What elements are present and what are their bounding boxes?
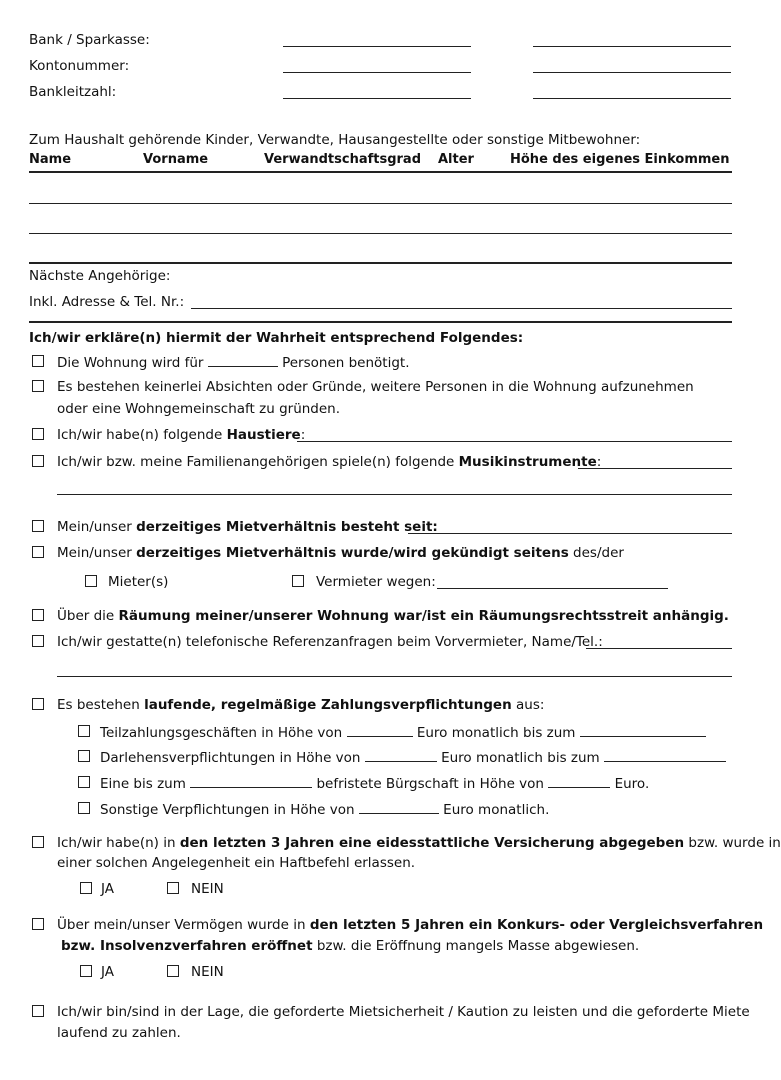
guarantee-post: Euro.: [614, 776, 650, 792]
bank-label: Bank / Sparkasse:: [29, 32, 150, 48]
tenancy-since-field[interactable]: [408, 533, 732, 534]
section-divider-2: [29, 321, 732, 323]
guarantee-text: [100, 775, 649, 792]
termination-bold: derzeitiges Mietverhältnis wurde/wird gekündigt seitens: [136, 545, 569, 561]
pets-pre: Ich/wir habe(n) folgende: [57, 427, 223, 443]
termination-checkbox[interactable]: [32, 546, 44, 558]
column-header-relation: Verwandtschaftsgrad: [264, 152, 422, 167]
deposit-line2: laufend zu zahlen.: [57, 1025, 181, 1041]
affidavit-line1: [57, 835, 781, 851]
column-header-income: Höhe des eigenes Einkommen: [510, 152, 730, 167]
tenancy-since-checkbox[interactable]: [32, 520, 44, 532]
music-post: :: [596, 454, 602, 470]
music-text: [57, 454, 601, 470]
insolvency-post: bzw. die Eröffnung mangels Masse abgewiesen.: [316, 938, 640, 954]
blz-field-1[interactable]: [283, 98, 471, 99]
landlord-reason-field[interactable]: [437, 588, 668, 589]
payments-post: aus:: [516, 697, 545, 713]
account-field-1[interactable]: [283, 72, 471, 73]
pets-post: :: [300, 427, 306, 443]
payments-bold: laufende, regelmäßige Zahlungsverpflichtungen: [144, 697, 512, 713]
tenant-option-label: Mieter(s): [108, 574, 169, 590]
eviction-checkbox[interactable]: [32, 609, 44, 621]
no-intent-checkbox[interactable]: [32, 380, 44, 392]
pets-checkbox[interactable]: [32, 428, 44, 440]
loan-text: [100, 749, 726, 766]
tenant-option-checkbox[interactable]: [85, 575, 97, 587]
affidavit-no-checkbox[interactable]: [167, 882, 179, 894]
insolvency-checkbox[interactable]: [32, 918, 44, 930]
relatives-title: Nächste Angehörige:: [29, 268, 171, 284]
music-field-2[interactable]: [57, 494, 732, 495]
table-header-rule: [29, 171, 732, 173]
affidavit-line2: einer solchen Angelegenheit ein Haftbefehl erlassen.: [57, 855, 416, 871]
landlord-option-label: Vermieter wegen:: [316, 574, 436, 590]
insolvency-yes-checkbox[interactable]: [80, 965, 92, 977]
relatives-address-label: Inkl. Adresse & Tel. Nr.:: [29, 294, 185, 310]
account-label: Kontonummer:: [29, 58, 130, 74]
apartment-pre: Die Wohnung wird für: [57, 355, 204, 371]
termination-text: [57, 545, 624, 561]
insolvency-bold1: den letzten 5 Jahren ein Konkurs- oder Vergleichsverfahren: [309, 917, 764, 933]
column-header-vorname: Vorname: [143, 152, 209, 167]
persons-count-field[interactable]: [208, 354, 278, 367]
pets-bold: Haustiere: [226, 427, 301, 443]
music-checkbox[interactable]: [32, 455, 44, 467]
pets-text: [57, 427, 305, 443]
relatives-address-field[interactable]: [191, 308, 732, 309]
installment-text: [100, 724, 706, 741]
affidavit-yes-checkbox[interactable]: [80, 882, 92, 894]
guarantee-mid: befristete Bürgschaft in Höhe von: [316, 776, 544, 792]
insolvency-no-label: NEIN: [191, 964, 224, 980]
payments-text: [57, 697, 544, 713]
reference-field-1[interactable]: [586, 648, 732, 649]
installment-pre: Teilzahlungsgeschäften in Höhe von: [100, 725, 343, 741]
declaration-heading: Ich/wir erkläre(n) hiermit der Wahrheit entsprechend Folgendes:: [29, 330, 524, 346]
tenancy-since-text: [57, 519, 438, 535]
loan-pre: Darlehensverpflichtungen in Höhe von: [100, 750, 361, 766]
other-obligations-text: [100, 801, 549, 818]
affidavit-pre: Ich/wir habe(n) in: [57, 835, 176, 851]
insolvency-line2: [61, 938, 639, 954]
bank-field-1[interactable]: [283, 46, 471, 47]
other-post: Euro monatlich.: [443, 802, 550, 818]
guarantee-amount-field[interactable]: [548, 775, 610, 788]
apartment-text: [57, 354, 409, 371]
insolvency-pre: Über mein/unser Vermögen wurde in: [57, 917, 306, 933]
reference-checkbox[interactable]: [32, 635, 44, 647]
loan-mid: Euro monatlich bis zum: [441, 750, 600, 766]
pets-field[interactable]: [297, 441, 732, 442]
installment-checkbox[interactable]: [78, 725, 90, 737]
blz-field-2[interactable]: [533, 98, 731, 99]
affidavit-yes-label: JA: [101, 881, 114, 897]
section-divider-1: [29, 262, 732, 264]
deposit-checkbox[interactable]: [32, 1005, 44, 1017]
apartment-post: Personen benötigt.: [282, 355, 410, 371]
household-row-2[interactable]: [29, 233, 732, 234]
guarantee-date-field[interactable]: [190, 775, 312, 788]
loan-checkbox[interactable]: [78, 750, 90, 762]
no-intent-line1: Es bestehen keinerlei Absichten oder Gründe, weitere Personen in die Wohnung aufzunehmen: [57, 379, 694, 395]
affidavit-checkbox[interactable]: [32, 836, 44, 848]
affidavit-post: bzw. wurde in: [688, 835, 781, 851]
insolvency-yes-label: JA: [101, 964, 114, 980]
guarantee-pre: Eine bis zum: [100, 776, 186, 792]
household-row-1[interactable]: [29, 203, 732, 204]
other-obligations-checkbox[interactable]: [78, 802, 90, 814]
apartment-checkbox[interactable]: [32, 355, 44, 367]
eviction-pre: Über die: [57, 608, 115, 624]
other-amount-field[interactable]: [359, 801, 439, 814]
no-intent-line2: oder eine Wohngemeinschaft zu gründen.: [57, 401, 341, 417]
other-pre: Sonstige Verpflichtungen in Höhe von: [100, 802, 355, 818]
payments-pre: Es bestehen: [57, 697, 140, 713]
insolvency-line1: [57, 917, 763, 933]
deposit-line1: Ich/wir bin/sind in der Lage, die geforderte Mietsicherheit / Kaution zu leisten und die geforderte Miete: [57, 1004, 750, 1020]
tenancy-since-bold: derzeitiges Mietverhältnis besteht seit:: [136, 519, 438, 535]
installment-amount-field[interactable]: [347, 724, 413, 737]
tenancy-since-pre: Mein/unser: [57, 519, 132, 535]
landlord-option-checkbox[interactable]: [292, 575, 304, 587]
music-pre: Ich/wir bzw. meine Familienangehörigen spiele(n) folgende: [57, 454, 455, 470]
account-field-2[interactable]: [533, 72, 731, 73]
loan-date-field[interactable]: [604, 749, 726, 762]
music-bold: Musikinstrumente: [458, 454, 597, 470]
insolvency-bold2: bzw. Insolvenzverfahren eröffnet: [61, 938, 313, 954]
music-field-1[interactable]: [578, 468, 732, 469]
blz-label: Bankleitzahl:: [29, 84, 117, 100]
eviction-bold: Räumung meiner/unserer Wohnung war/ist ein Räumungsrechtsstreit anhängig.: [118, 608, 729, 624]
guarantee-checkbox[interactable]: [78, 776, 90, 788]
termination-post: des/der: [573, 545, 624, 561]
affidavit-bold: den letzten 3 Jahren eine eidesstattliche Versicherung abgegeben: [179, 835, 685, 851]
eviction-text: [57, 608, 729, 624]
bank-field-2[interactable]: [533, 46, 731, 47]
installment-date-field[interactable]: [580, 724, 706, 737]
loan-amount-field[interactable]: [365, 749, 437, 762]
column-header-name: Name: [29, 152, 72, 167]
reference-text: Ich/wir gestatte(n) telefonische Referenzanfragen beim Vorvermieter, Name/Tel.:: [57, 634, 603, 650]
termination-pre: Mein/unser: [57, 545, 132, 561]
installment-mid: Euro monatlich bis zum: [416, 725, 576, 741]
column-header-age: Alter: [438, 152, 474, 167]
insolvency-no-checkbox[interactable]: [167, 965, 179, 977]
household-intro: Zum Haushalt gehörende Kinder, Verwandte, Hausangestellte oder sonstige Mitbewohner:: [29, 132, 641, 148]
affidavit-no-label: NEIN: [191, 881, 224, 897]
reference-field-2[interactable]: [57, 676, 732, 677]
payments-checkbox[interactable]: [32, 698, 44, 710]
